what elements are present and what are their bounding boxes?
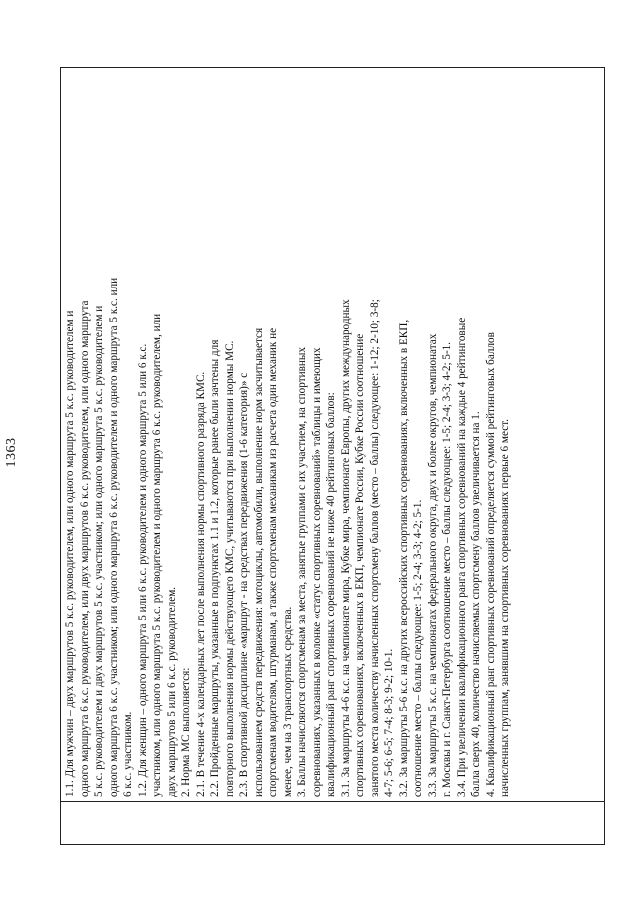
text-line: 3.3. За маршруты 5 к.с. на чемпионатах федерального округа, двух и более округов, чемпионатах bbox=[426, 333, 439, 797]
text-line: двух маршрутов 5 или 6 к.с. руководителем. bbox=[165, 586, 178, 797]
empty-left-cell bbox=[61, 802, 605, 845]
text-line: 2.2. Пройденные маршруты, указанные в подпунктах 1.1 и 1.2, которые ранее были зачтены для bbox=[209, 339, 221, 797]
page-number: 1363 bbox=[4, 437, 19, 468]
text-line: 1.2. Для женщин – одного маршрута 5 или 6 к.с. руководителем и одного маршрута 5 или 6 к.с. bbox=[136, 343, 149, 797]
text-line: 2.1. В течение 4-х календарных лет после выполнения нормы спортивного разряда КМС. bbox=[194, 371, 207, 797]
text-line: 3. Баллы начисляются спортсменам за места, занятые группами с их участием, на спортивных bbox=[296, 347, 308, 797]
text-line: 4. Квалификационный ранг спортивных соревнований определяется суммой рейтинговых баллов bbox=[484, 332, 497, 797]
text-line: использованием средств передвижения: мотоциклы, автомобили, выполнение норм засчитывается bbox=[252, 327, 265, 797]
text-cell bbox=[61, 68, 605, 802]
text-line: занятого места количеству начисленных спортсмену баллов (место – баллы) следующее: 1-12; 2-10; 3-8; bbox=[368, 299, 381, 797]
text-line: г. Москвы и г. Санкт-Петербурга соотношение место – баллы следующее: 1-5; 2-4; 3-3; 4-2; 5-1. bbox=[441, 341, 453, 797]
text-line: 4-7; 5-6; 6-5; 7-4; 8-3; 9-2; 10-1. bbox=[383, 648, 395, 797]
text-line: повторного выполнения нормы действующего КМС, учитываются при выполнении нормы МС. bbox=[223, 340, 236, 797]
text-line: соревнованиях, указанных в колонке «статус спортивных соревнований» таблицы и имеющих bbox=[310, 347, 323, 797]
text-line: менее, чем на 3 транспортных средства. bbox=[281, 606, 294, 797]
text-line: балла сверх 40, количество начисляемых спортсмену баллов увеличивается на 1. bbox=[470, 411, 482, 797]
text-line: одного маршрута 6 к.с. руководителем, или двух маршрутов 6 к.с. руководителем, или одного маршрута bbox=[78, 300, 91, 797]
text-line: 3.2. За маршруты 5-6 к.с. на других всероссийских спортивных соревнованиях, включенных в ЕКП, bbox=[397, 319, 410, 797]
text-line: 2.3. В спортивной дисциплине «маршрут - на средствах передвижения (1-6 категория)» с bbox=[238, 372, 250, 797]
text-line: одного маршрута 6 к.с. участником; или одного маршрута 6 к.с. руководителем и одного маршрута 5 к.с. или bbox=[107, 277, 120, 797]
text-line: 3.4. При увеличении квалификационного ранга спортивных соревнований на каждые 4 рейтинговые bbox=[455, 317, 468, 797]
text-line: 1.1. Для мужчин – двух маршрутов 5 к.с. руководителем, или одного маршрута 5 к.с. руководителем и bbox=[64, 310, 76, 797]
text-line: соотношение место – баллы следующее: 1-5; 2-4; 3-3; 4-2; 5-1. bbox=[412, 499, 424, 797]
table-row bbox=[61, 68, 605, 845]
text-line: 5 к.с. руководителем и двух маршрутов 5 к.с. участником; или одного маршрута 5 к.с. руководителем и bbox=[93, 305, 105, 797]
text-line: 2. Норма МС выполняется: bbox=[180, 667, 192, 797]
text-line: квалификационный ранг спортивных соревнований не ниже 40 рейтинговых баллов: bbox=[325, 392, 337, 797]
text-line: начисленных группам, занявшим на спортивных соревнованиях первые 6 мест. bbox=[499, 418, 511, 797]
text-line: 3.1. За маршруты 4-6 к.с. на чемпионате мира, Кубке мира, чемпионате Европы, других международных bbox=[339, 299, 352, 797]
text-line: спортсменам водителям, штурманам, а также спортсменам механикам из расчета один механик не bbox=[267, 327, 279, 797]
text-line: спортивных соревнованиях, включенных в ЕКП, чемпионате России, Кубке России соотношение bbox=[354, 333, 366, 797]
content-table bbox=[60, 67, 605, 845]
text-line: 6 к.с. участником. bbox=[122, 711, 134, 797]
text-line: участником, или одного маршрута 5 к.с. руководителем и одного маршрута 6 к.с. руководителем, или bbox=[151, 313, 163, 797]
